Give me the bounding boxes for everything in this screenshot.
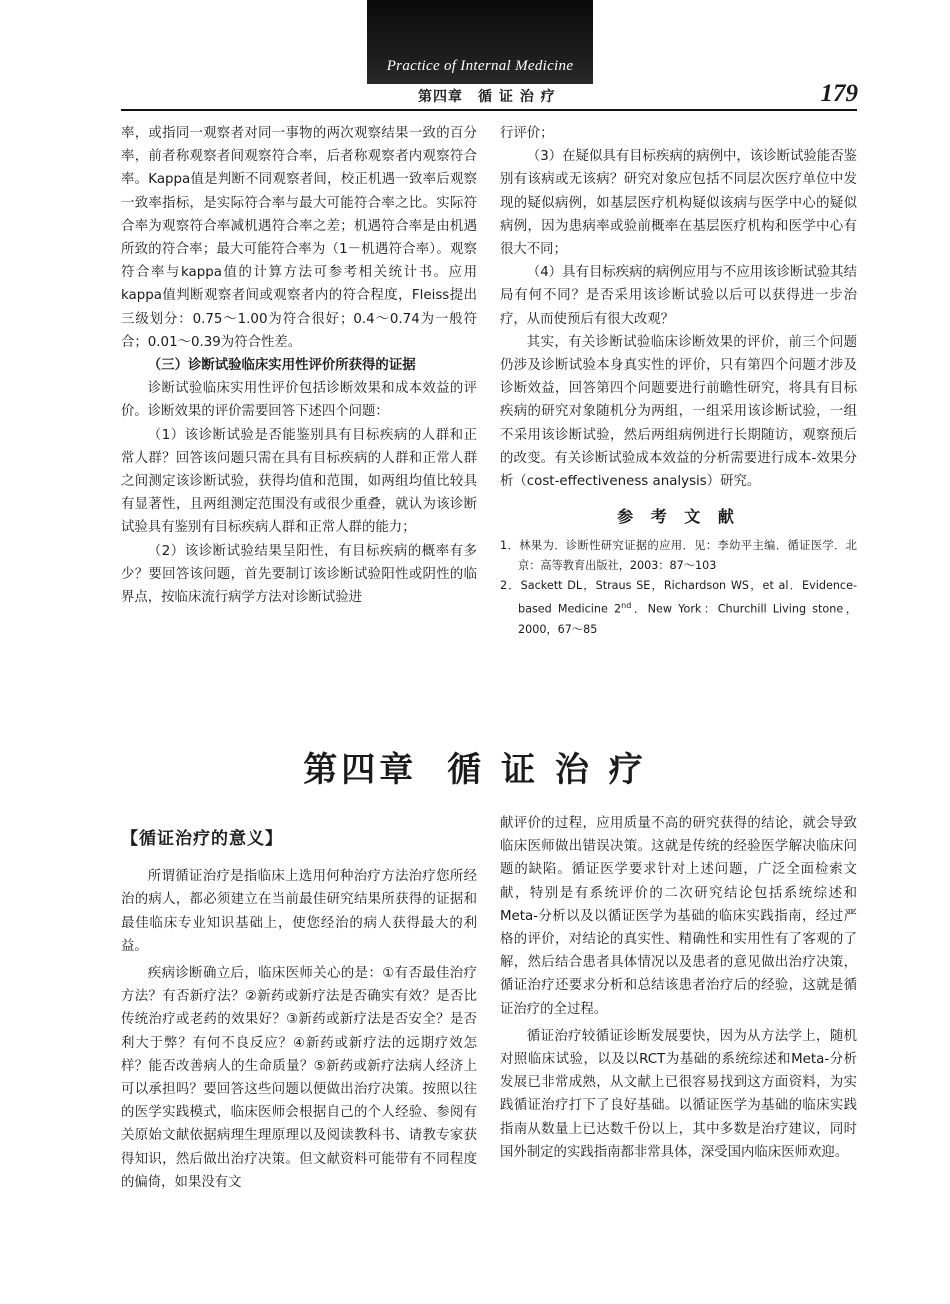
paragraph: （3）在疑似具有目标疾病的病例中，该诊断试验能否鉴别有该病或无该病？研究对象应包括不同层次医疗单位中发现的疑似病例，如基层医疗机构疑似该病与医学中心的疑似病例，因为患病率或验前概率在基层医疗机构和医学中心有很大不同； bbox=[500, 149, 857, 258]
journal-title: Practice of Internal Medicine bbox=[386, 58, 574, 74]
chapter-title bbox=[0, 742, 950, 791]
section-heading: 【循证治疗的意义】 bbox=[121, 829, 283, 849]
reference-item: 2．Sackett DL，Straus SE，Richardson WS，et al．Evidence-based Medicine 2nd．New York：Churchill Living stone，2000，67～85 bbox=[500, 579, 857, 637]
paragraph-continuation: 行评价； bbox=[500, 126, 554, 141]
reference-superscript: nd bbox=[621, 601, 632, 611]
paragraph: （1）该诊断试验是否能鉴别具有目标疾病的人群和正常人群？回答该问题只需在具有目标疾病的人群和正常人群之间测定该诊断试验，获得均值和范围，如两组均值比较具有显著性，且两组测定范围没有或很少重叠，就认为该诊断试验具有鉴别有目标疾病人群和正常人群的能力； bbox=[121, 427, 477, 536]
chapter-name: 循 证 治 疗 bbox=[447, 750, 647, 790]
references-title: 参 考 文 献 bbox=[617, 507, 740, 527]
paragraph: 所谓循证治疗是指临床上选用何种治疗方法治疗您所经治的病人，都必须建立在当前最佳研究结果所获得的证据和最佳临床专业知识基础上，使您经治的病人获得最大的利益。 bbox=[121, 869, 477, 954]
reference-item: 1．林果为．诊断性研究证据的应用．见：李幼平主编．循证医学．北京：高等教育出版社，2003：87～103 bbox=[500, 539, 857, 573]
journal-banner bbox=[367, 0, 593, 84]
page-number: 179 bbox=[820, 80, 858, 107]
top-left-column bbox=[121, 122, 477, 609]
paragraph: 诊断试验临床实用性评价包括诊断效果和成本效益的评价。诊断效果的评价需要回答下述四个问题： bbox=[121, 381, 477, 420]
bottom-right-column bbox=[500, 812, 857, 1164]
paragraph: （4）具有目标疾病的病例应用与不应用该诊断试验其结局有何不同？是否采用该诊断试验以后可以获得进一步治疗，从而使预后有很大改观？ bbox=[500, 265, 857, 327]
header-rule bbox=[121, 109, 857, 111]
running-header-chapter: 第四章 循 证 治 疗 bbox=[418, 89, 556, 105]
bottom-left-column bbox=[121, 808, 477, 1194]
paragraph: （2）该诊断试验结果呈阳性，有目标疾病的概率有多少？要回答该问题，首先要制订该诊断试验阳性或阴性的临界点，按临床流行病学方法对诊断试验进 bbox=[121, 543, 477, 606]
paragraph: 其实，有关诊断试验临床诊断效果的评价，前三个问题仍涉及诊断试验本身真实性的评价，只有第四个问题才涉及诊断效益，回答第四个问题要进行前瞻性研究，将具有目标疾病的研究对象随机分为两组，一组采用该诊断试验，一组不采用该诊断试验，然后两组病例进行长期随访，观察预后的改变。有关诊断试验成本效益的分析需要进行成本-效果分析（cost-effectiveness analysis）研究。 bbox=[500, 334, 857, 490]
paragraph: 献评价的过程，应用质量不高的研究获得的结论，就会导致临床医师做出错误决策。这就是传统的经验医学解决临床问题的缺陷。循证医学要求针对上述问题，广泛全面检索文献，特别是有系统评价的二次研究结论包括系统综述和Meta-分析以及以循证医学为基础的临床实践指南，经过严格的评价，对结论的真实性、精确性和实用性有了客观的了解，然后结合患者具体情况以及患者的意见做出治疗决策，循证治疗还要求分析和总结该患者治疗后的经验，这就是循证治疗的全过程。 bbox=[500, 816, 857, 1017]
paragraph: 循证治疗较循证诊断发展要快，因为从方法学上，随机对照临床试验，以及以RCT为基础的系统综述和Meta-分析发展已非常成熟，从文献上已很容易找到这方面资料，为实践循证治疗打下了良好基础。以循证医学为基础的临床实践指南从数量上已达数千份以上，其中多数是治疗建议，同时国外制定的实践指南都非常具体，深受国内临床医师欢迎。 bbox=[500, 1028, 857, 1160]
paragraph: 疾病诊断确立后，临床医师关心的是：①有否最佳治疗方法？有否新疗法？②新药或新疗法是否确实有效？是否比传统治疗或老药的效果好？③新药或新疗法是否安全？是否利大于弊？有何不良反应？④新药或新疗法的远期疗效怎样？能否改善病人的生命质量？⑤新药或新疗法病人经济上可以承担吗？要回答这些问题以便做出治疗决策。按照以往的医学实践模式，临床医师会根据自己的个人经验、参阅有关原始文献依据病理生理原理以及阅读教科书、请教专家获得知识，然后做出治疗决策。但文献资料可能带有不同程度的偏倚，如果没有文 bbox=[121, 966, 477, 1190]
chapter-number: 第四章 bbox=[303, 750, 418, 790]
paragraph: 率，或指同一观察者对同一事物的两次观察结果一致的百分率，前者称观察者间观察符合率，后者称观察者内观察符合率。Kappa值是判断不同观察者间，校正机遇一致率后观察一致率指标，是实际符合率与最大可能符合率之比。实际符合率为观察符合率减机遇符合率之差；机遇符合率是由机遇所致的符合率；最大可能符合率为（1－机遇符合率）。观察符合率与kappa值的计算方法可参考相关统计书。应用kappa值判断观察者间或观察者内的符合程度，Fleiss提出三级划分：0.75～1.00为符合很好；0.4～0.74为一般符合；0.01～0.39为符合性差。 bbox=[121, 126, 477, 350]
section-title: （三）诊断试验临床实用性评价所获得的证据 bbox=[147, 358, 416, 374]
top-right-column bbox=[500, 122, 857, 640]
